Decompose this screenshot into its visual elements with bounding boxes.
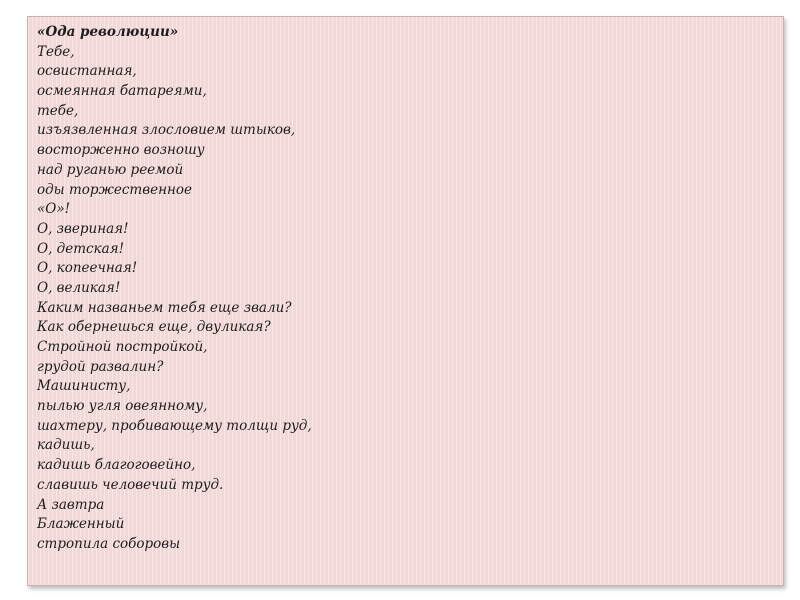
poem-line: осмеянная батареями, [37, 83, 207, 100]
poem-line: А завтра [37, 496, 105, 513]
poem-line: О, детская! [37, 240, 125, 257]
poem-line: Тебе, [37, 43, 75, 60]
poem-line: грудой развалин? [37, 358, 164, 375]
poem-line: «О»! [37, 201, 71, 218]
poem-title: «Ода революции» [37, 24, 179, 40]
poem-line: тебе, [37, 102, 79, 119]
poem-line: кадишь, [37, 437, 95, 454]
poem-line: освистанная, [37, 63, 137, 80]
poem-line: кадишь благоговейно, [37, 457, 196, 474]
poem-line: О, копеечная! [37, 260, 138, 277]
poem-line: восторженно возношу [37, 142, 205, 159]
poem-line: стропила соборовы [37, 535, 181, 552]
poem-line: над руганью реемой [37, 161, 184, 178]
poem-line: оды торжественное [37, 181, 192, 198]
poem-line: славишь человечий труд. [37, 476, 224, 493]
poem-line: Как обернешься еще, двуликая? [37, 319, 271, 336]
poem-line: Стройной постройкой, [37, 339, 208, 355]
poem-line: О, звериная! [37, 220, 129, 237]
poem-line: изъязвленная злословием штыков, [37, 122, 296, 139]
poem-text-box [27, 16, 784, 586]
poem-line: Блаженный [37, 516, 125, 533]
poem-line: шахтеру, пробивающему толщи руд, [37, 417, 312, 434]
poem-line: О, великая! [37, 279, 121, 296]
poem-line: пылью угля овеянному, [37, 398, 208, 415]
poem-text [37, 23, 312, 555]
poem-line: Каким названьем тебя еще звали? [37, 299, 292, 316]
poem-line: Машинисту, [37, 378, 131, 395]
